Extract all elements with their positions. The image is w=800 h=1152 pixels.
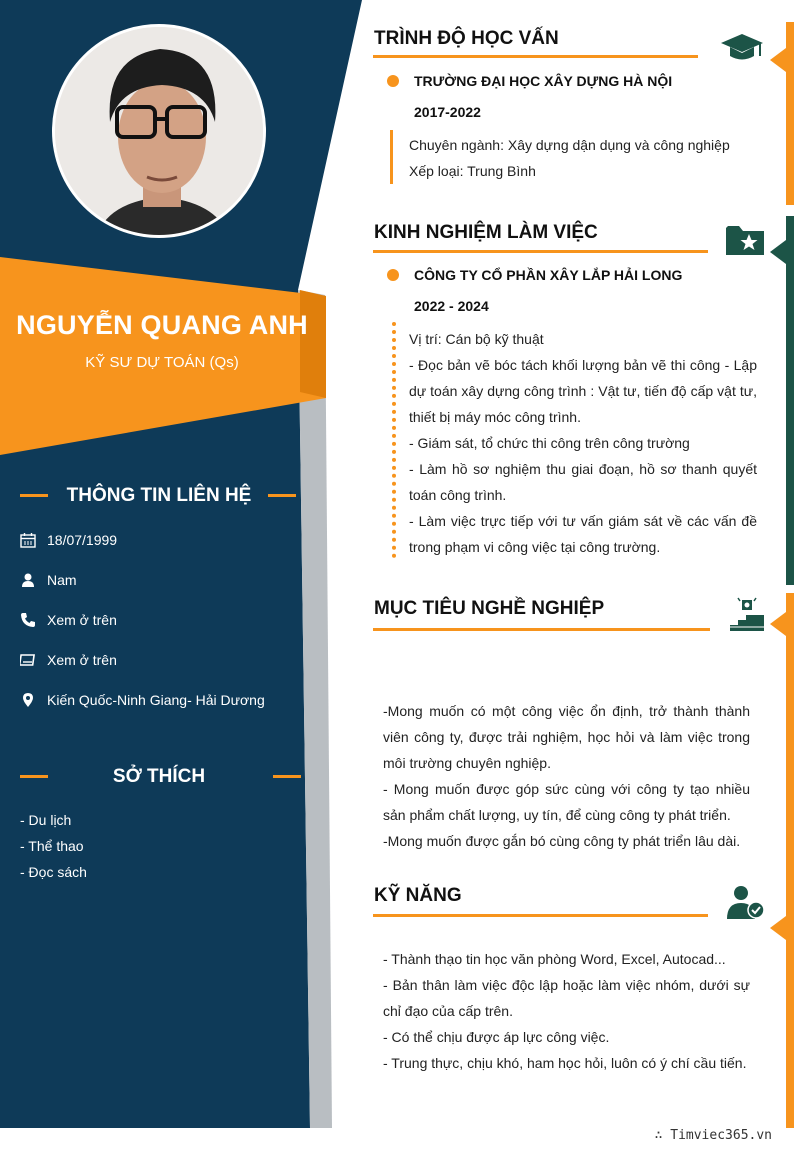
education-years: 2017-2022 bbox=[414, 104, 481, 120]
candidate-name: NGUYỄN QUANG ANH bbox=[16, 310, 308, 340]
experience-duty: - Giám sát, tổ chức thi công trên công trường bbox=[409, 435, 690, 451]
career-stairs-icon bbox=[728, 594, 766, 632]
candidate-role: KỸ SƯ DỰ TOÁN (Qs) bbox=[85, 354, 239, 371]
education-major: Chuyên ngành: Xây dựng dận dụng và công nghiệp bbox=[409, 137, 730, 153]
skills-heading: KỸ NĂNG bbox=[374, 885, 462, 906]
email-text[interactable]: Xem ở trên bbox=[47, 652, 117, 668]
birthday-text: 18/07/1999 bbox=[47, 532, 118, 548]
company-name: CÔNG TY CỔ PHẦN XÂY LẮP HẢI LONG bbox=[414, 267, 683, 283]
heading-dash-right bbox=[268, 494, 296, 497]
experience-position: Vị trí: Cán bộ kỹ thuật bbox=[409, 331, 544, 347]
skill-item: - Bản thân làm việc độc lập hoặc làm việc nhóm, dưới sự chỉ đạo của cấp trên. bbox=[383, 977, 750, 1019]
user-icon bbox=[20, 572, 36, 588]
email-icon bbox=[20, 652, 36, 668]
objective-item: - Mong muốn được góp sức cùng với công ty tạo nhiều sản phẩm chất lượng, uy tín, để cùng công ty phát triển. bbox=[383, 781, 750, 823]
education-heading: TRÌNH ĐỘ HỌC VẤN bbox=[374, 28, 559, 49]
hobby-item: - Đọc sách bbox=[20, 864, 87, 880]
skill-item: - Thành thạo tin học văn phòng Word, Excel, Autocad... bbox=[383, 951, 726, 967]
timeline-bar bbox=[390, 130, 393, 184]
timeline-dotted-line bbox=[392, 322, 396, 558]
gender-text: Nam bbox=[47, 572, 77, 588]
objective-item: -Mong muốn được gắn bó cùng công ty phát triển lâu dài. bbox=[383, 833, 741, 849]
section-underline bbox=[373, 628, 710, 631]
objective-heading: MỤC TIÊU NGHỀ NGHIỆP bbox=[374, 598, 605, 619]
footer-brand bbox=[655, 1128, 772, 1143]
education-grade: Xếp loại: Trung Bình bbox=[409, 163, 536, 179]
brand-logo-icon: ∴ bbox=[654, 1128, 671, 1143]
skill-item: - Trung thực, chịu khó, ham học hỏi, luôn có ý chí cầu tiến. bbox=[383, 1055, 747, 1071]
hobbies-heading: SỞ THÍCH bbox=[112, 766, 206, 787]
address-text: Kiến Quốc-Ninh Giang- Hải Dương bbox=[47, 692, 265, 708]
user-check-icon bbox=[726, 884, 766, 920]
calendar-icon bbox=[20, 532, 36, 548]
section-underline bbox=[373, 55, 698, 58]
brand-text: Timviec365.vn bbox=[670, 1128, 772, 1143]
school-name: TRƯỜNG ĐẠI HỌC XÂY DỰNG HÀ NỘI bbox=[414, 73, 673, 89]
folder-star-icon bbox=[725, 222, 765, 256]
objective-item: -Mong muốn có một công việc ổn định, trở thành thành viên công ty, được trải nghiệm, học hỏi và làm việc trong môi trường chuyên nghiệp. bbox=[383, 703, 750, 771]
phone-text[interactable]: Xem ở trên bbox=[47, 612, 117, 628]
hobby-item: - Du lịch bbox=[20, 812, 72, 828]
hobby-item: - Thể thao bbox=[20, 838, 84, 854]
experience-duty: - Làm hồ sơ nghiệm thu giai đoạn, hồ sơ thanh quyết toán công trình. bbox=[409, 461, 757, 503]
graduation-cap-icon bbox=[720, 32, 764, 64]
section-underline bbox=[373, 250, 708, 253]
experience-duty: - Đọc bản vẽ bóc tách khối lượng bản vẽ thi công - Lập dự toán xây dựng công trình : Vật tư, tiến độ cấp vật tư, thiết bị máy móc công trình. bbox=[409, 357, 757, 425]
skill-item: - Có thể chịu được áp lực công việc. bbox=[383, 1029, 610, 1045]
heading-dash-right bbox=[273, 775, 301, 778]
section-underline bbox=[373, 914, 708, 917]
location-icon bbox=[20, 692, 36, 708]
phone-icon bbox=[20, 612, 36, 628]
experience-years: 2022 - 2024 bbox=[414, 298, 489, 314]
experience-duty: - Làm việc trực tiếp với tư vấn giám sát về các vấn đề trong phạm vi công việc tại công trường. bbox=[409, 513, 757, 555]
contact-heading: THÔNG TIN LIÊN HỆ bbox=[66, 485, 252, 506]
timeline-dot bbox=[387, 269, 399, 281]
profile-photo bbox=[52, 24, 266, 238]
experience-heading: KINH NGHIỆM LÀM VIỆC bbox=[374, 222, 598, 243]
timeline-dot bbox=[387, 75, 399, 87]
